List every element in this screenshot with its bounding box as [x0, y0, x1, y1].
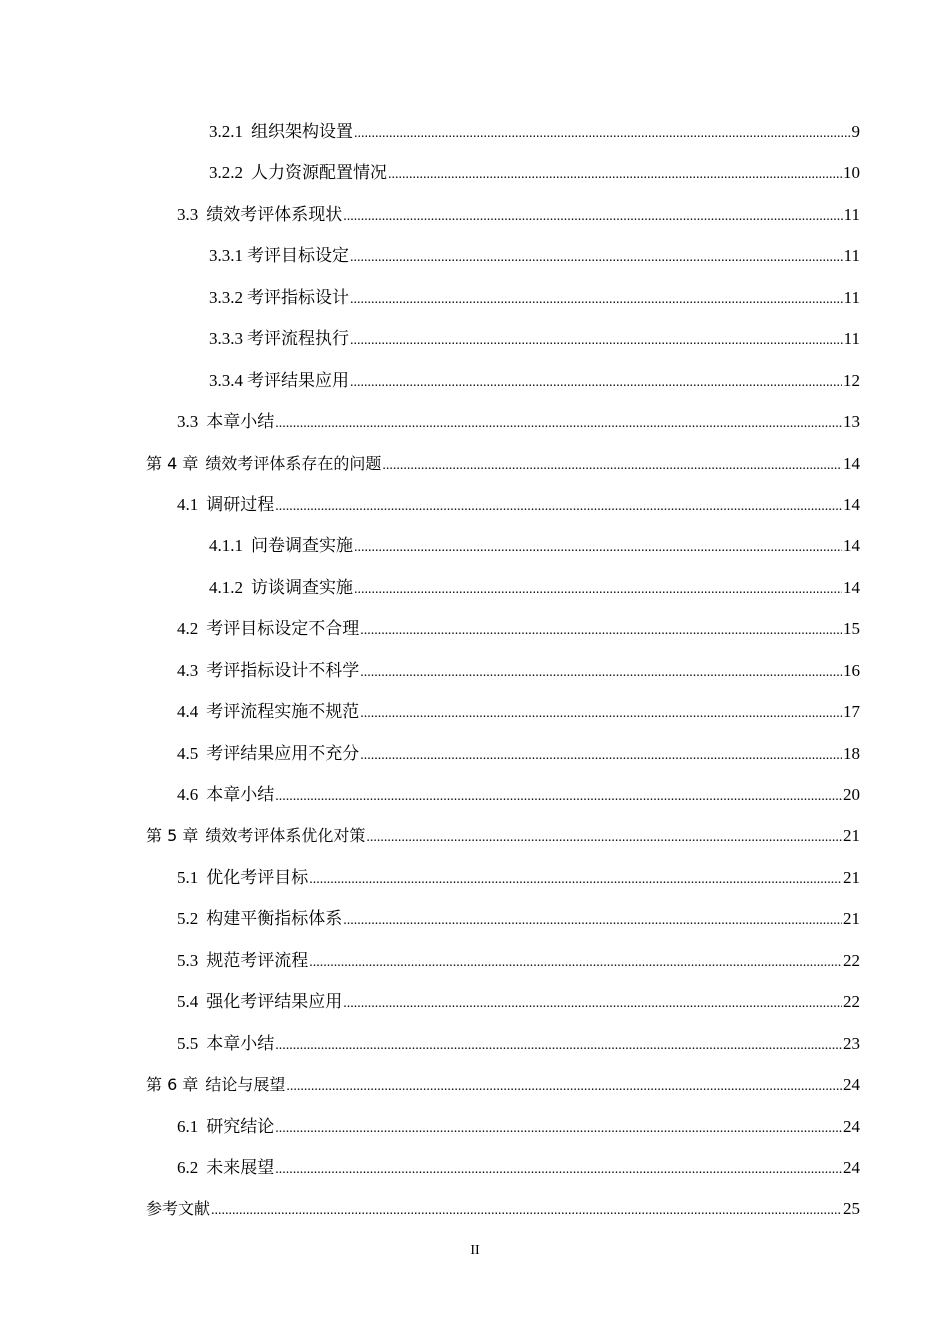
toc-entry-page: 21 — [843, 867, 860, 887]
toc-entry-page: 21 — [843, 909, 860, 929]
toc-entry-title: 本章小结 — [206, 412, 275, 432]
toc-entry[interactable] — [146, 484, 860, 525]
toc-entry-number: 第 6 章 — [146, 1075, 199, 1095]
toc-entry-page: 25 — [843, 1199, 860, 1219]
toc-entry-page: 9 — [851, 122, 860, 141]
toc-entry-title: 考评流程执行 — [247, 329, 349, 349]
toc-dot-leader — [275, 1025, 842, 1066]
toc-entry-number: 5.2 — [177, 909, 199, 929]
toc-entry-title: 研究结论 — [206, 1116, 275, 1136]
toc-entry-title: 绩效考评体系存在的问题 — [205, 453, 382, 473]
toc-entry-number: 4.5 — [177, 743, 199, 763]
toc-entry[interactable] — [146, 152, 860, 193]
toc-entry-page: 11 — [843, 287, 860, 307]
toc-entry-page: 11 — [843, 246, 860, 266]
toc-entry[interactable] — [146, 691, 860, 732]
toc-entry[interactable] — [146, 567, 860, 608]
toc-entry[interactable] — [146, 235, 860, 276]
toc-entry[interactable] — [146, 857, 860, 898]
toc-dot-leader — [366, 817, 842, 858]
toc-entry[interactable] — [146, 898, 860, 939]
toc-entry-title: 访谈调查实施 — [251, 577, 353, 597]
toc-entry-title: 绩效考评体系优化对策 — [205, 826, 366, 846]
toc-dot-leader — [360, 693, 842, 734]
toc-entry-page: 24 — [843, 1157, 860, 1177]
toc-entry-page: 21 — [843, 826, 860, 846]
toc-entry[interactable] — [146, 733, 860, 774]
toc-entry-number: 4.4 — [177, 702, 199, 722]
toc-entry-title: 结论与展望 — [205, 1075, 286, 1095]
toc-dot-leader — [275, 486, 842, 527]
toc-entry-number: 6.2 — [177, 1157, 199, 1177]
toc-dot-leader — [350, 279, 843, 320]
toc-entry-page: 18 — [843, 743, 860, 763]
toc-entry-number: 3.3.2 — [209, 287, 243, 307]
toc-entry-title: 人力资源配置情况 — [251, 163, 387, 183]
toc-entry-title: 本章小结 — [206, 785, 275, 804]
toc-entry[interactable] — [146, 1023, 860, 1064]
toc-entry[interactable] — [146, 443, 860, 484]
toc-entry[interactable] — [146, 608, 860, 649]
toc-entry-number: 3.2.2 — [209, 163, 243, 183]
toc-entry-number: 3.2.1 — [209, 122, 243, 141]
toc-entry-number: 4.6 — [177, 785, 199, 804]
toc-entry[interactable] — [146, 940, 860, 981]
toc-entry-title: 优化考评目标 — [206, 867, 309, 887]
toc-entry-page: 22 — [843, 992, 860, 1012]
toc-entry[interactable] — [146, 774, 860, 815]
toc-dot-leader — [309, 859, 842, 900]
toc-entry[interactable] — [146, 815, 860, 856]
toc-dot-leader — [350, 237, 843, 278]
toc-entry-title: 规范考评流程 — [206, 950, 309, 970]
toc-entry-number: 3.3.1 — [209, 246, 243, 266]
toc-entry-number: 4.1.2 — [209, 577, 243, 597]
toc-entry-number: 第 4 章 — [146, 453, 199, 473]
toc-entry-title: 调研过程 — [206, 494, 275, 514]
toc-dot-leader — [360, 610, 842, 651]
toc-entry-page: 22 — [843, 950, 860, 970]
toc-entry-title: 考评流程实施不规范 — [206, 702, 360, 722]
table-of-contents — [146, 111, 860, 1230]
toc-entry-page: 24 — [843, 1075, 860, 1095]
toc-entry[interactable] — [146, 1188, 860, 1229]
toc-dot-leader — [275, 403, 842, 444]
toc-entry-number: 3.3 — [177, 204, 199, 224]
toc-entry[interactable] — [146, 360, 860, 401]
toc-entry-number: 3.3 — [177, 412, 199, 432]
toc-entry-title: 考评结果应用不充分 — [206, 743, 360, 763]
toc-entry-page: 14 — [843, 494, 860, 514]
toc-entry-number: 5.5 — [177, 1033, 199, 1053]
toc-entry[interactable] — [146, 194, 860, 235]
toc-entry[interactable] — [146, 277, 860, 318]
toc-entry-page: 16 — [843, 660, 860, 680]
toc-dot-leader — [343, 900, 842, 941]
toc-dot-leader — [382, 445, 842, 486]
toc-dot-leader — [275, 1149, 842, 1190]
toc-entry[interactable] — [146, 1064, 860, 1105]
toc-dot-leader — [350, 320, 843, 361]
toc-entry-page: 10 — [843, 163, 860, 183]
toc-dot-leader — [354, 569, 842, 610]
toc-entry[interactable] — [146, 111, 860, 152]
toc-entry-page: 20 — [843, 785, 860, 804]
toc-entry[interactable] — [146, 981, 860, 1022]
toc-dot-leader — [343, 983, 842, 1024]
toc-entry-number: 6.1 — [177, 1116, 199, 1136]
toc-dot-leader — [275, 776, 842, 817]
toc-entry-number: 5.3 — [177, 950, 199, 970]
toc-entry-title: 强化考评结果应用 — [206, 992, 343, 1012]
toc-entry-title: 组织架构设置 — [251, 122, 353, 141]
toc-dot-leader — [360, 652, 842, 693]
toc-entry[interactable] — [146, 401, 860, 442]
toc-entry[interactable] — [146, 1147, 860, 1188]
toc-entry-title: 未来展望 — [206, 1157, 275, 1177]
toc-entry-number: 4.3 — [177, 660, 199, 680]
toc-entry-page: 12 — [843, 370, 860, 390]
toc-dot-leader — [286, 1066, 842, 1107]
page-number-footer: II — [470, 1243, 480, 1258]
toc-entry[interactable] — [146, 525, 860, 566]
toc-entry-title: 绩效考评体系现状 — [206, 204, 343, 224]
toc-entry-number: 第 5 章 — [146, 826, 199, 846]
toc-entry-number: 5.4 — [177, 992, 199, 1012]
toc-entry-page: 14 — [843, 577, 860, 597]
toc-dot-leader — [309, 942, 842, 983]
toc-entry-number: 5.1 — [177, 867, 199, 887]
toc-entry-page: 13 — [843, 412, 860, 432]
toc-entry-page: 14 — [843, 536, 860, 556]
toc-dot-leader — [275, 1108, 842, 1149]
toc-entry-page: 14 — [843, 453, 860, 473]
toc-entry-page: 15 — [843, 619, 860, 639]
toc-dot-leader — [354, 527, 842, 568]
toc-entry[interactable] — [146, 318, 860, 359]
toc-entry[interactable] — [146, 650, 860, 691]
toc-dot-leader — [343, 196, 842, 237]
toc-entry-number: 4.2 — [177, 619, 199, 639]
toc-dot-leader — [211, 1190, 842, 1231]
toc-entry-title: 参考文献 — [146, 1199, 211, 1219]
toc-entry-page: 11 — [843, 204, 860, 224]
toc-entry-title: 考评指标设计 — [247, 287, 349, 307]
toc-entry-number: 4.1.1 — [209, 536, 243, 556]
toc-entry-title: 考评结果应用 — [247, 370, 349, 390]
toc-entry-page: 23 — [843, 1033, 860, 1053]
toc-entry-title: 考评指标设计不科学 — [206, 660, 360, 680]
toc-entry-title: 本章小结 — [206, 1033, 275, 1053]
toc-dot-leader — [388, 154, 842, 195]
toc-entry-title: 构建平衡指标体系 — [206, 909, 343, 929]
toc-dot-leader — [354, 113, 851, 154]
toc-entry-number: 3.3.4 — [209, 370, 243, 390]
toc-dot-leader — [350, 362, 842, 403]
toc-entry[interactable] — [146, 1106, 860, 1147]
toc-entry-title: 考评目标设定 — [247, 246, 349, 266]
toc-entry-page: 17 — [843, 702, 860, 722]
toc-entry-number: 3.3.3 — [209, 329, 243, 349]
toc-dot-leader — [360, 735, 842, 776]
toc-entry-page: 11 — [843, 329, 860, 349]
toc-entry-title: 问卷调查实施 — [251, 536, 353, 556]
toc-entry-page: 24 — [843, 1116, 860, 1136]
toc-entry-number: 4.1 — [177, 494, 199, 514]
toc-entry-title: 考评目标设定不合理 — [206, 619, 360, 639]
